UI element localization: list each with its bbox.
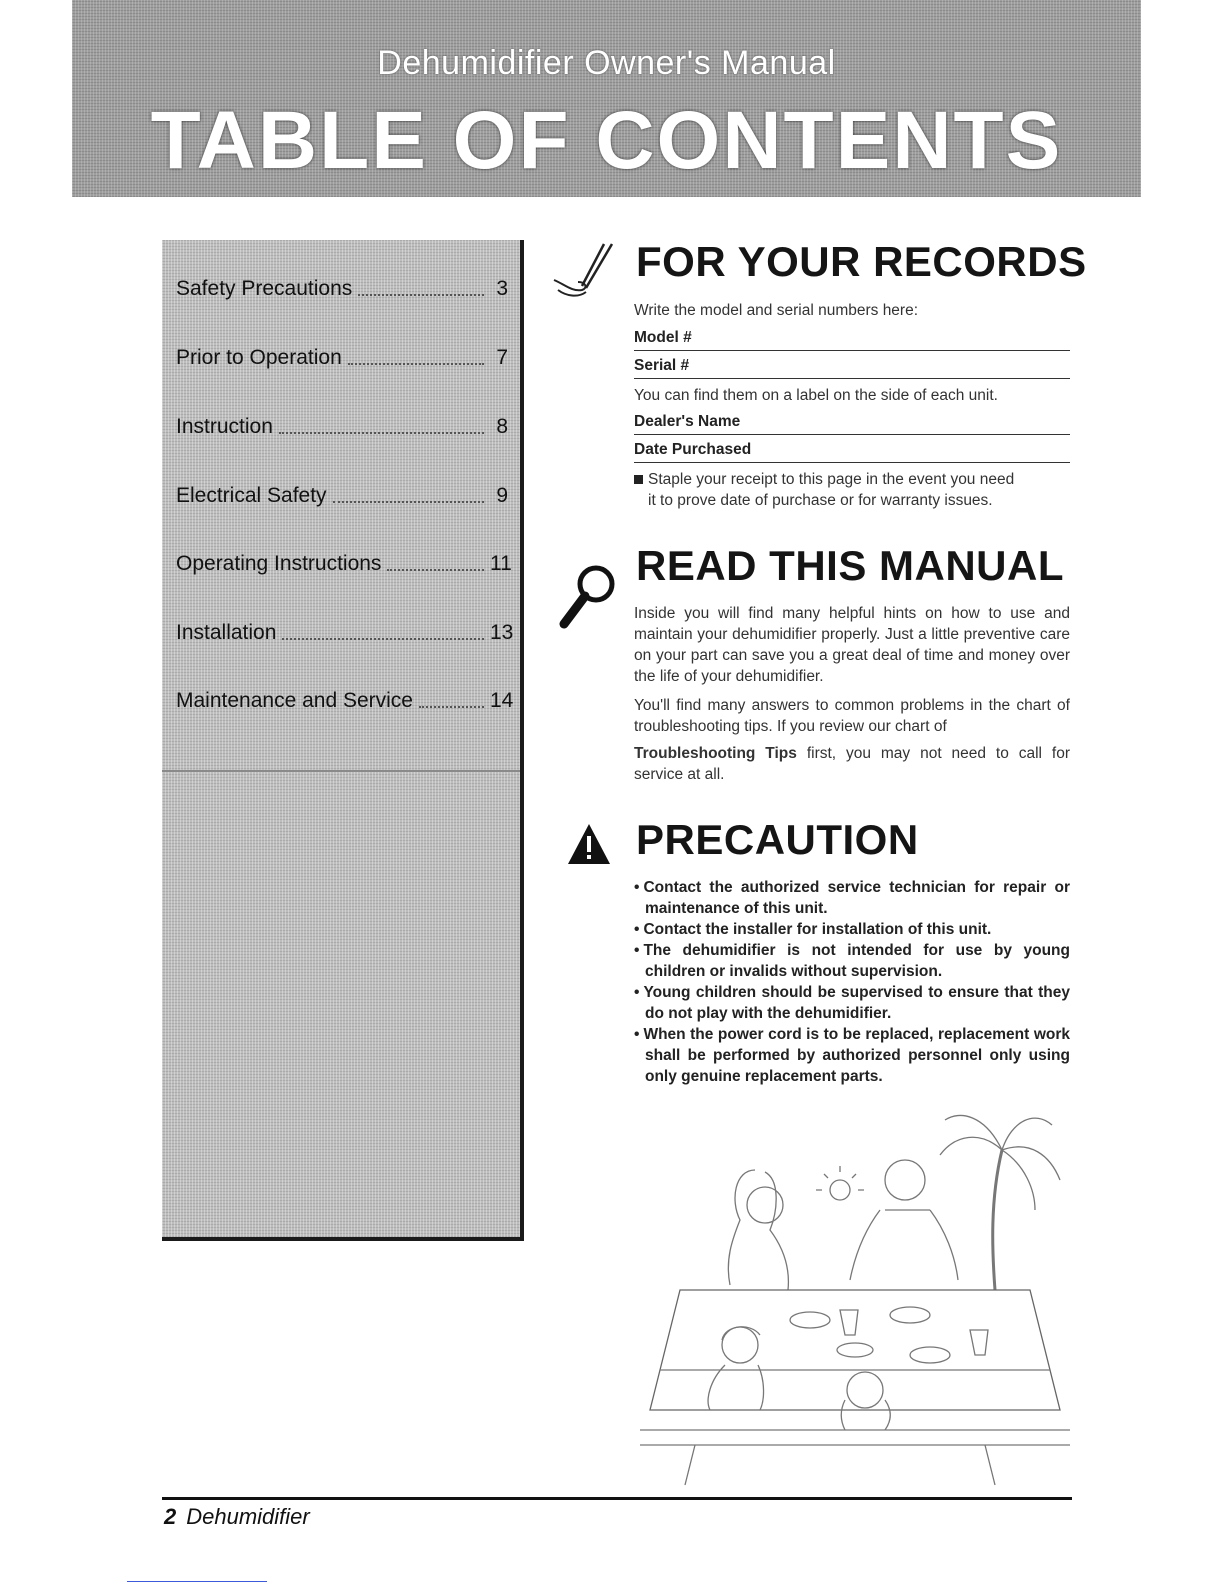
- records-intro: Write the model and serial numbers here:: [634, 302, 919, 319]
- footnote-link-rule: [127, 1581, 267, 1582]
- read-manual-paragraph-1: Inside you will find many helpful hints on how to use and maintain your dehumidifier properly. Just a little preventive care on your part can save you a great deal of time and money over the life of your dehumidifier.: [634, 605, 1070, 685]
- toc-item-page: 3: [496, 277, 508, 300]
- toc-leader-dots: [333, 501, 484, 503]
- toc-panel: [162, 240, 524, 1241]
- staple-note-line-2: it to prove date of purchase or for warranty issues.: [648, 492, 993, 509]
- toc-item-installation[interactable]: [176, 616, 514, 650]
- precaution-heading: PRECAUTION: [636, 816, 919, 863]
- page-number: 2: [164, 1504, 177, 1529]
- pen-writing-icon: [552, 240, 624, 302]
- precaution-list: [634, 877, 1070, 1087]
- toc-item-label: Installation: [176, 621, 277, 644]
- toc-item-electrical-safety[interactable]: [176, 479, 508, 513]
- page-title: TABLE OF CONTENTS: [150, 95, 1063, 186]
- read-manual-paragraph-3: [634, 743, 1070, 785]
- toc-item-maintenance-and-service[interactable]: [176, 684, 514, 718]
- staple-receipt-note: [634, 469, 1070, 511]
- magnifier-icon: [556, 560, 622, 632]
- square-bullet-icon: [634, 475, 643, 484]
- toc-item-label: Electrical Safety: [176, 484, 327, 507]
- manual-subtitle: Dehumidifier Owner's Manual: [377, 44, 836, 82]
- serial-number-field[interactable]: Serial #: [634, 354, 1070, 379]
- toc-item-page: 11: [490, 552, 512, 575]
- precaution-item: • When the power cord is to be replaced, replacement work shall be performed by authorized personnel only using only genuine replacement parts.: [634, 1024, 1070, 1087]
- toc-item-prior-to-operation[interactable]: [176, 341, 508, 375]
- toc-leader-dots: [279, 432, 484, 434]
- staple-note-line-1: Staple your receipt to this page in the event you need: [648, 471, 1015, 488]
- family-picnic-illustration: [640, 1110, 1070, 1490]
- read-manual-paragraph-3-text: first, you may not need to call for service at all.: [634, 745, 1070, 783]
- precaution-item: • Contact the authorized service technician for repair or maintenance of this unit.: [634, 877, 1070, 919]
- header-banner: [72, 0, 1141, 197]
- troubleshooting-tips-term: Troubleshooting Tips: [634, 745, 797, 762]
- toc-item-label: Safety Precautions: [176, 277, 353, 300]
- label-location-note: You can find them on a label on the side of each unit.: [634, 387, 998, 404]
- warning-triangle-icon: [566, 822, 612, 868]
- page-footer: [164, 1504, 310, 1530]
- toc-leader-dots: [348, 363, 484, 365]
- toc-item-page: 7: [496, 346, 508, 369]
- footer-title: Dehumidifier: [186, 1504, 310, 1529]
- toc-leader-dots: [387, 569, 484, 571]
- date-purchased-field[interactable]: Date Purchased: [634, 438, 1070, 463]
- model-number-field[interactable]: Model #: [634, 326, 1070, 351]
- precaution-item: • Young children should be supervised to ensure that they do not play with the dehumidifier.: [634, 982, 1070, 1024]
- records-heading: FOR YOUR RECORDS: [636, 238, 1087, 285]
- toc-item-page: 8: [496, 415, 508, 438]
- toc-leader-dots: [358, 294, 484, 296]
- toc-item-label: Prior to Operation: [176, 346, 342, 369]
- toc-leader-dots: [282, 638, 484, 640]
- read-manual-heading: READ THIS MANUAL: [636, 542, 1064, 589]
- dealer-name-field[interactable]: Dealer's Name: [634, 410, 1070, 435]
- precaution-item: • Contact the installer for installation of this unit.: [634, 919, 1070, 940]
- toc-item-page: 14: [490, 689, 514, 712]
- toc-leader-dots: [419, 706, 484, 708]
- toc-item-operating-instructions[interactable]: [176, 547, 512, 581]
- toc-item-label: Instruction: [176, 415, 273, 438]
- precaution-item: • The dehumidifier is not intended for use by young children or invalids without supervision.: [634, 940, 1070, 982]
- toc-item-page: 13: [490, 621, 514, 644]
- read-manual-paragraph-2: You'll find many answers to common problems in the chart of troubleshooting tips. If you review our chart of: [634, 697, 1070, 735]
- toc-item-page: 9: [496, 484, 508, 507]
- footer-rule: [162, 1497, 1072, 1500]
- toc-item-instruction[interactable]: [176, 410, 508, 444]
- toc-item-safety-precautions[interactable]: [176, 272, 508, 306]
- toc-item-label: Maintenance and Service: [176, 689, 413, 712]
- toc-divider: [162, 770, 520, 772]
- toc-item-label: Operating Instructions: [176, 552, 382, 575]
